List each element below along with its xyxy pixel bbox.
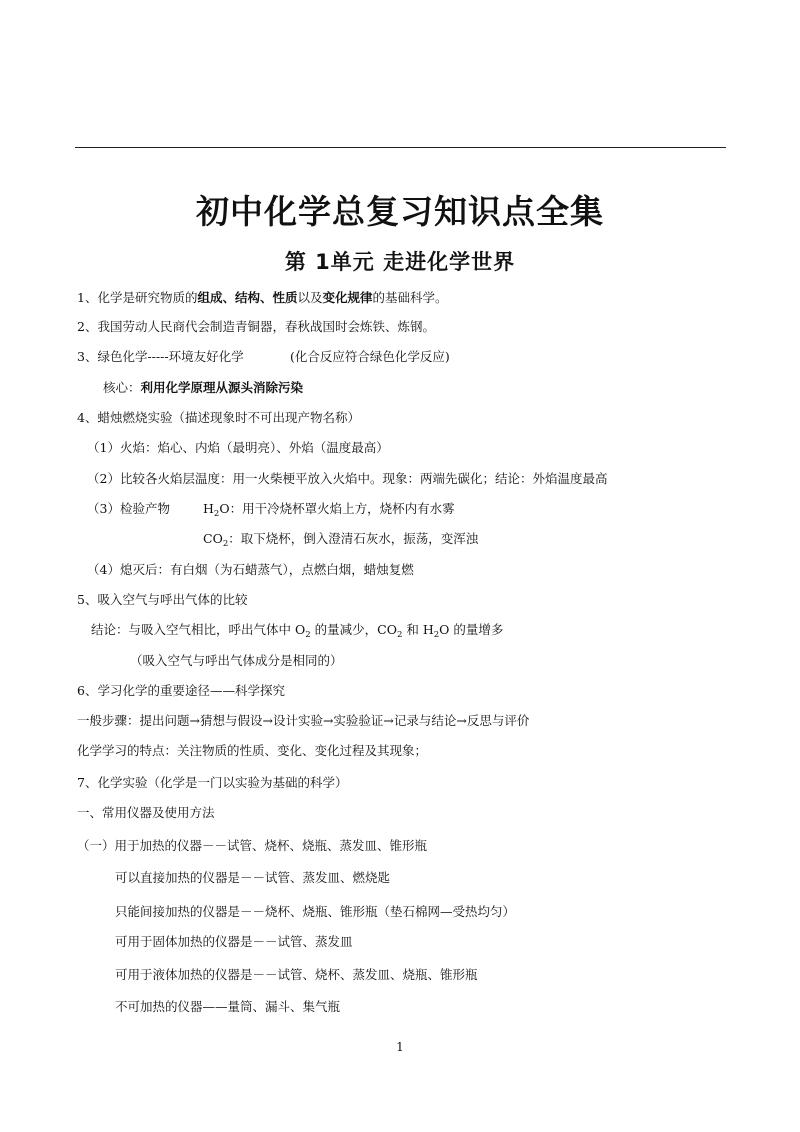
item-3-text: 3、绿色化学-----环境友好化学 [77,349,244,364]
item-4-2: （2）比较各火焰层温度：用一火柴梗平放入火焰中。现象：两端先碳化；结论：外焰温度最高 [87,471,608,486]
item-1-bold-b: 变化规律 [322,290,373,305]
item-3-core [103,380,303,396]
item-1-bold-a: 组成、结构、性质 [197,290,298,305]
item-5-conclusion-d: O 的量增多 [439,622,504,637]
document-title: 初中化学总复习知识点全集 [196,192,604,231]
item-3 [77,349,450,365]
item-4-3-h2o [203,501,455,522]
item-5-conclusion-a: 结论：与吸入空气相比，呼出气体中 O [91,622,306,637]
item-7-section: 一、常用仪器及使用方法 [77,805,215,820]
item-5-note: （吸入空气与呼出气体成分是相同的） [130,653,343,668]
item-6-steps: 一般步骤：提出问题→猜想与假设→设计实验→实验验证→记录与结论→反思与评价 [77,713,530,728]
item-7-liquid: 可用于液体加热的仪器是－－试管、烧杯、蒸发皿、烧瓶、锥形瓶 [115,967,478,982]
item-7-solid: 可用于固体加热的仪器是－－试管、蒸发皿 [115,934,353,949]
item-1 [77,290,448,306]
item-4-3-co2 [203,531,478,552]
item-5-conclusion-b: 的量减少，CO [310,622,397,637]
h2o-sub: 2 [213,509,220,519]
co2-co: CO [203,531,223,546]
item-5-conclusion-c: 和 H [402,622,434,637]
item-1-text-e: 的基础科学。 [372,290,448,305]
item-6-features: 化学学习的特点：关注物质的性质、变化、变化过程及其现象； [77,743,428,758]
page-number: 1 [396,1040,404,1054]
item-3-note: (化合反应符合绿色化学反应) [290,349,450,364]
item-4-3 [87,501,455,519]
item-4-4: （4）熄灭后：有白烟（为石蜡蒸气），点燃白烟，蜡烛复燃 [87,562,414,577]
item-5-conclusion [91,622,503,643]
item-5: 5、吸入空气与呼出气体的比较 [77,592,248,607]
item-3-core-label: 核心： [103,380,141,395]
unit-heading: 第 1单元 走进化学世界 [284,250,516,274]
co2-sub-2: 2 [396,630,403,640]
h2o-text: O：用干冷烧杯罩火焰上方，烧杯内有水雾 [219,501,455,516]
item-4-1: （1）火焰：焰心、内焰（最明亮）、外焰（温度最高） [87,440,389,455]
item-3-core-text: 利用化学原理从源头消除污染 [140,380,304,395]
item-1-text-c: 以及 [297,290,323,305]
item-4-3-label: （3）检验产物 [87,501,170,516]
item-7: 7、化学实验（化学是一门以实验为基础的科学） [77,775,348,790]
co2-sub: 2 [222,539,229,549]
h2o-h: H [203,501,214,516]
item-7-direct: 可以直接加热的仪器是－－试管、蒸发皿、燃烧匙 [115,870,391,885]
header-rule [75,147,726,148]
item-2: 2、我国劳动人民商代会制造青铜器，春秋战国时会炼铁、炼钢。 [77,319,435,334]
item-7-heating: （一）用于加热的仪器－－试管、烧杯、烧瓶、蒸发皿、锥形瓶 [77,838,428,853]
o2-sub: 2 [305,630,311,640]
item-4: 4、蜡烛燃烧实验（描述现象时不可出现产物名称） [77,410,360,425]
item-7-indirect: 只能间接加热的仪器是－－烧杯、烧瓶、锥形瓶（垫石棉网—受热均匀） [115,904,516,919]
h2o-sub-2: 2 [433,630,440,640]
item-6: 6、学习化学的重要途径——科学探究 [77,683,285,698]
item-7-nonheat: 不可加热的仪器——量筒、漏斗、集气瓶 [115,999,341,1014]
item-1-text-a: 1、化学是研究物质的 [77,290,198,305]
co2-text: ：取下烧杯，倒入澄清石灰水，振荡，变浑浊 [228,531,479,546]
